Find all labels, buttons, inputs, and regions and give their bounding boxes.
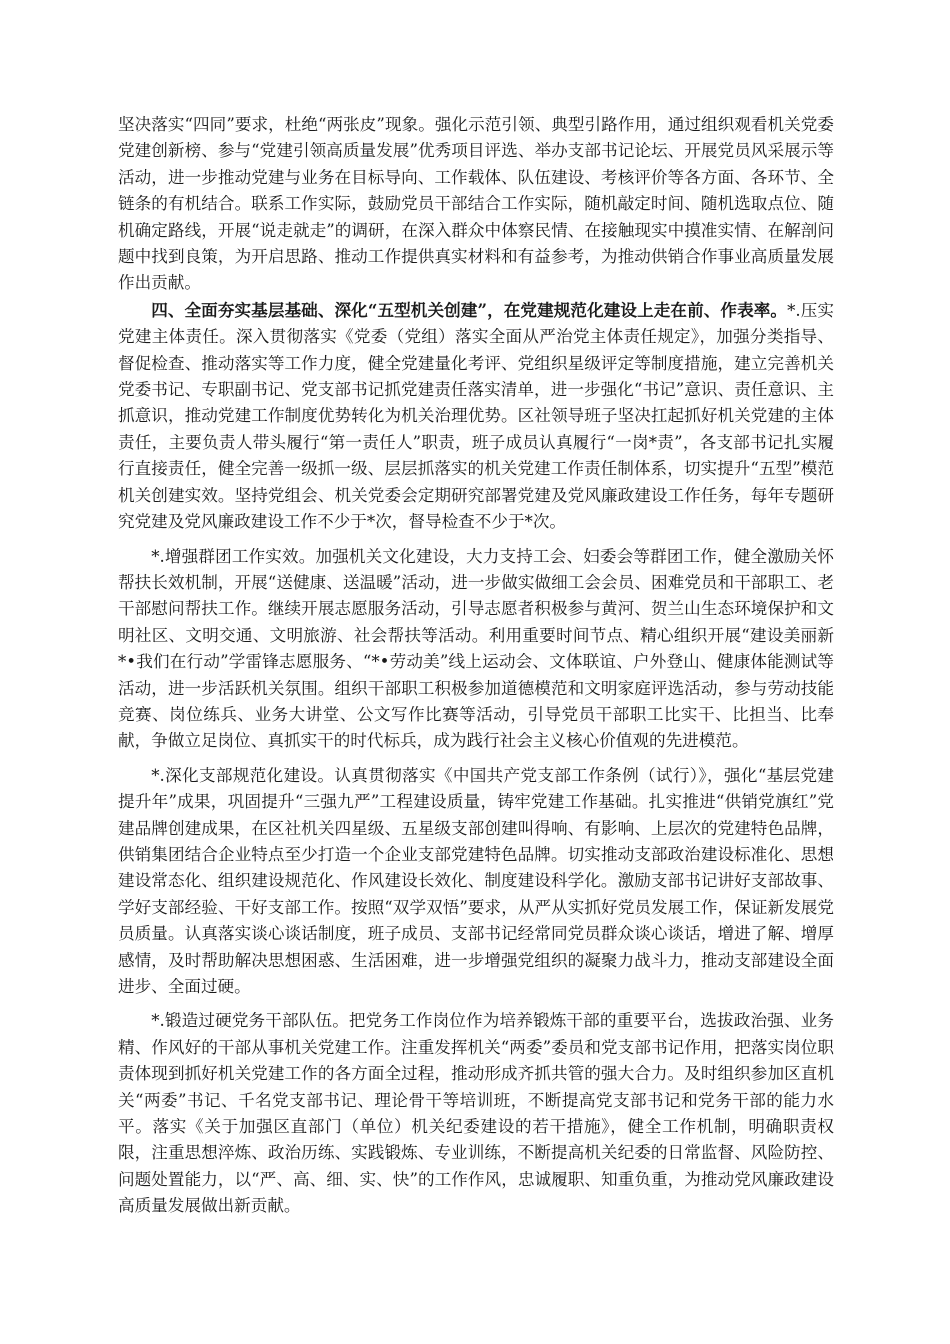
branch-standardization-paragraph: *.深化支部规范化建设。认真贯彻落实《中国共产党支部工作条例（试行）》，强化“基层党建提升年”成果，巩固提升“三强九严”工程建设质量，铸牢党建工作基础。扎实推进“供销党旗红”党建品牌创建成果，在区社机关四星级、五星级支部创建叫得响、有影响、上层次的党建特色品牌，供销集团结合企业特点至少打造一个企业支部党建特色品牌。切实推动支部政治建设标准化、思想建设常态化、组织建设规范化、作风建设长效化、制度建设科学化。激励支部书记讲好支部故事、学好支部经验、干好支部工作。按照“双学双悟”要求，从严从实抓好党员发展工作，保证新发展党员质量。认真落实谈心谈话制度，班子成员、支部书记经常同党员群众谈心谈话，增进了解、增厚感情，及时帮助解决思想困惑、生活困难，进一步增强党组织的凝聚力战斗力，推动支部建设全面进步、全面过硬。 — [118, 765, 834, 996]
section-four-paragraph — [118, 297, 834, 536]
document-page — [118, 112, 834, 1220]
continuation-paragraph: 坚决落实“四同”要求，杜绝“两张皮”现象。强化示范引领、典型引路作用，通过组织观看机关党委党建创新榜、参与“党建引领高质量发展”优秀项目评选、举办支部书记论坛、开展党员风采展示等活动，进一步推动党建与业务在目标导向、工作载体、队伍建设、考核评价等各方面、各环节、全链条的有机结合。联系工作实际，鼓励党员干部结合工作实际，随机敲定时间、随机选取点位、随机确定路线，开展“说走就走”的调研，在深入群众中体察民情、在接触现实中摸准实情、在解剖问题中找到良策，为开启思路、推动工作提供真实材料和有益参考，为推动供销合作事业高质量发展作出贡献。 — [118, 115, 834, 293]
section-four-body: *.压实党建主体责任。深入贯彻落实《党委（党组）落实全面从严治党主体责任规定》，加强分类指导、督促检查、推动落实等工作力度，健全党建量化考评、党组织星级评定等制度措施，建立完善机关党委书记、专职副书记、党支部书记抓党建责任落实清单，进一步强化“书记”意识、责任意识、主抓意识，推动党建工作制度优势转化为机关治理优势。区社领导班子坚决扛起抓好机关党建的主体责任，主要负责人带头履行“第一责任人”职责，班子成员认真履行“一岗*责”，各支部书记扎实履行直接责任，健全完善一级抓一级、层层抓落实的机关党建工作责任制体系，切实提升“五型”模范机关创建实效。坚持党组会、机关党委会定期研究部署党建及党风廉政建设工作任务，每年专题研究党建及党风廉政建设工作不少于*次，督导检查不少于*次。 — [118, 300, 834, 532]
section-four-heading: 四、全面夯实基层基础、深化“五型机关创建”，在党建规范化建设上走在前、作表率。 — [151, 299, 788, 320]
group-work-paragraph: *.增强群团工作实效。加强机关文化建设，大力支持工会、妇委会等群团工作，健全激励关怀帮扶长效机制，开展“送健康、送温暖”活动，进一步做实做细工会会员、困难党员和干部职工、老干部慰问帮扶工作。继续开展志愿服务活动，引导志愿者积极参与黄河、贺兰山生态环境保护和文明社区、文明交通、文明旅游、社会帮扶等活动。利用重要时间节点、精心组织开展“建设美丽新*•我们在行动”学雷锋志愿服务、“*•劳动美”线上运动会、文体联谊、户外登山、健康体能测试等活动，进一步活跃机关氛围。组织干部职工积极参加道德模范和文明家庭评选活动，参与劳动技能竞赛、岗位练兵、业务大讲堂、公文写作比赛等活动，引导党员干部职工比实干、比担当、比奉献，争做立足岗位、真抓实干的时代标兵，成为践行社会主义核心价值观的先进模范。 — [118, 546, 834, 751]
party-cadres-paragraph: *.锻造过硬党务干部队伍。把党务工作岗位作为培养锻炼干部的重要平台，选拔政治强、业务精、作风好的干部从事机关党建工作。注重发挥机关“两委”委员和党支部书记作用，把落实岗位职责体现到抓好机关党建工作的各方面全过程，推动形成齐抓共管的强大合力。及时组织参加区直机关“两委”书记、千名党支部书记、理论骨干等培训班，不断提高党支部书记和党务干部的能力水平。落实《关于加强区直部门（单位）机关纪委建设的若干措施》，健全工作机制，明确职责权限，注重思想淬炼、政治历练、实践锻炼、专业训练，不断提高机关纪委的日常监督、风险防控、问题处置能力，以“严、高、细、实、快”的工作作风，忠诚履职、知重负重，为推动党风廉政建设高质量发展做出新贡献。 — [118, 1011, 834, 1216]
